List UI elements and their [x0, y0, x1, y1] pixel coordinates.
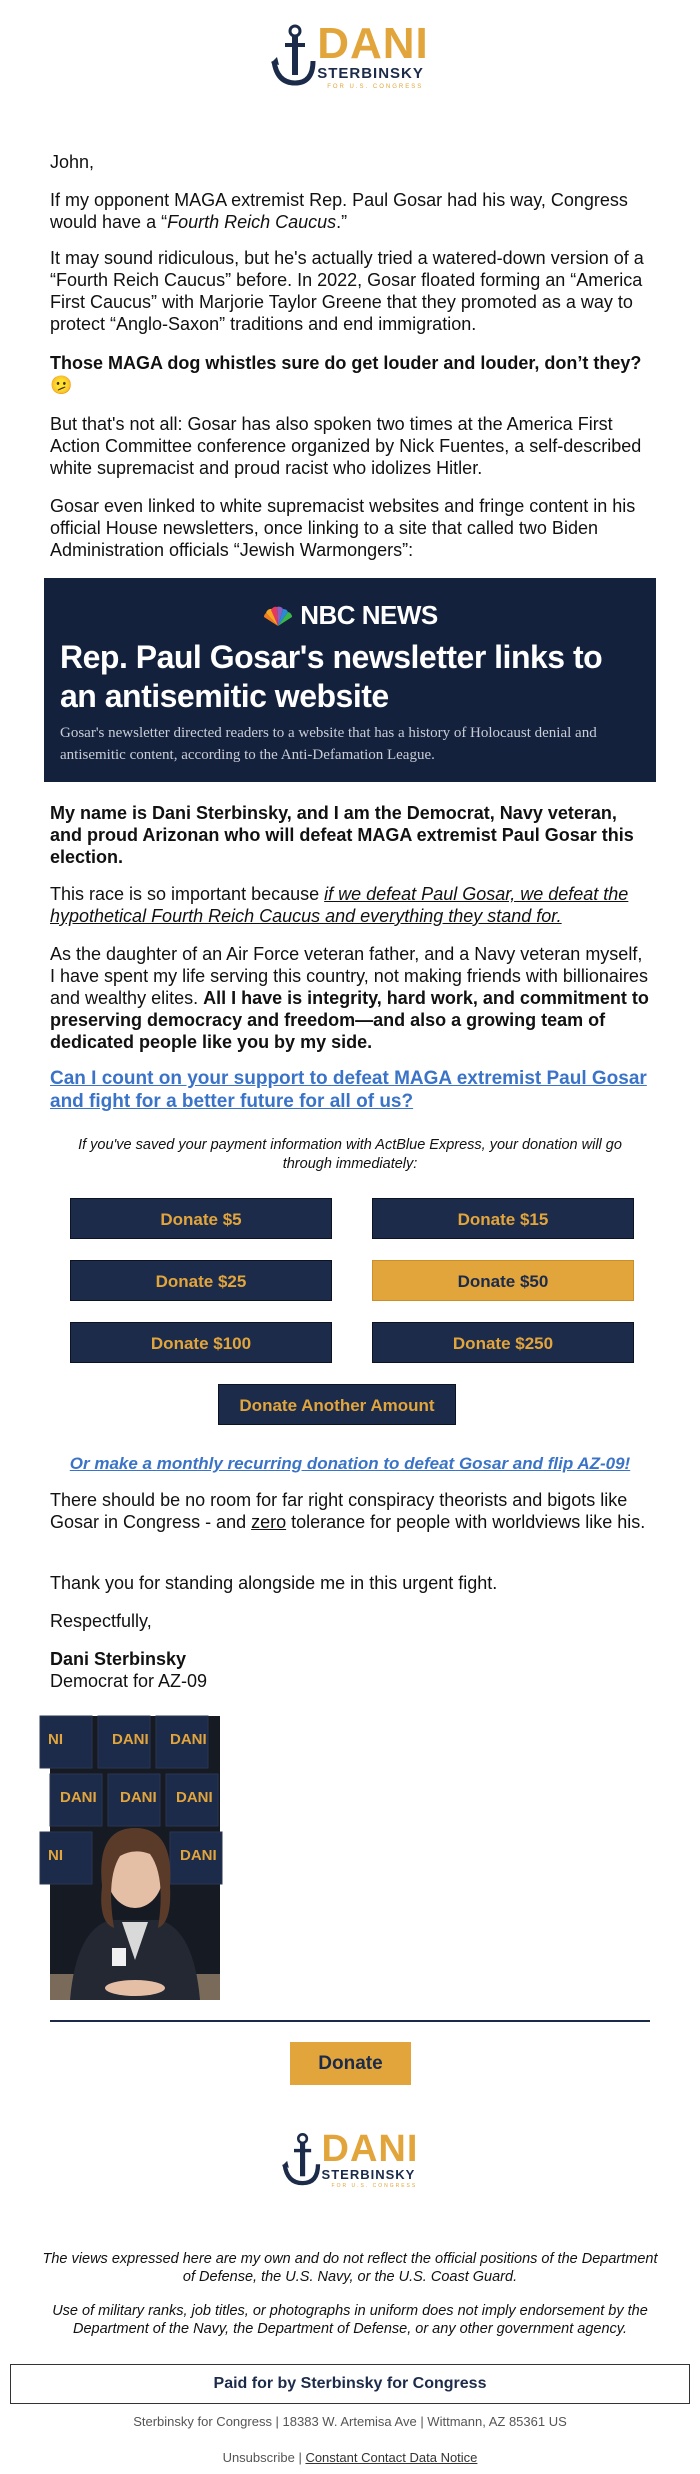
donate-100-button[interactable]: Donate $100	[70, 1322, 332, 1363]
footer-separator: |	[294, 2450, 306, 2465]
logo-tagline: FOR U.S. CONGRESS	[327, 84, 424, 90]
footer-donate-button[interactable]: Donate	[290, 2042, 411, 2085]
paragraph-3: Those MAGA dog whistles sure do get louder and louder, don’t they? 🫤	[50, 353, 642, 395]
header-logo	[0, 19, 700, 94]
footer-logo-first-name: DANI	[321, 2128, 419, 2170]
svg-text:DANI: DANI	[60, 1789, 97, 1806]
anchor-icon	[271, 23, 313, 89]
paragraph-2: It may sound ridiculous, but he's actually tried a watered-down version of a “Fourth Reich Caucus” before. In 2022, Gosar floated forming an “America First Caucus” with Marjorie Taylor Greene that they promoted as a way to protect “Anglo-Saxon” traditions and end immigration.	[50, 248, 644, 334]
paid-for-box: Paid for by Sterbinsky for Congress	[10, 2364, 690, 2404]
footer-divider	[50, 2020, 650, 2022]
svg-text:NI: NI	[48, 1731, 63, 1748]
nbc-dek: Gosar's newsletter directed readers to a website that has a history of Holocaust denial and antisemitic content, according to the Anti-Defamation League.	[60, 725, 597, 763]
greeting: John,	[50, 152, 95, 172]
anchor-icon	[282, 2131, 318, 2189]
nbc-news-banner[interactable]	[44, 578, 656, 782]
svg-text:DANI: DANI	[176, 1789, 213, 1806]
unsubscribe-link[interactable]: Unsubscribe	[222, 2450, 295, 2465]
svg-text:DANI: DANI	[180, 1847, 217, 1864]
signature-title: Democrat for AZ-09	[50, 1671, 208, 1691]
svg-text:DANI: DANI	[112, 1731, 149, 1748]
footer-logo-last-name: STERBINSKY	[321, 2167, 416, 2182]
sign-off: Respectfully,	[50, 1611, 152, 1631]
disclaimer-dod: The views expressed here are my own and do not reflect the official positions of the Department of Defense, the U.S. Navy, or the U.S. Coast Guard.	[42, 2251, 658, 2285]
paragraph-6: My name is Dani Sterbinsky, and I am the Democrat, Navy veteran, and proud Arizonan who will defeat MAGA extremist Paul Gosar this election.	[50, 803, 634, 867]
donate-other-amount-button[interactable]: Donate Another Amount	[218, 1384, 456, 1425]
signature-name: Dani Sterbinsky	[50, 1649, 187, 1669]
svg-text:NI: NI	[48, 1847, 63, 1864]
logo-last-name: STERBINSKY	[317, 65, 424, 82]
paragraph-5: Gosar even linked to white supremacist websites and fringe content in his official House newsletters, once linking to a site that called two Biden Administration officials “Jewish Warmongers”:	[50, 496, 636, 560]
peacock-icon	[262, 607, 294, 627]
donate-5-button[interactable]: Donate $5	[70, 1198, 332, 1239]
paragraph-10: Thank you for standing alongside me in this urgent fight.	[50, 1573, 498, 1593]
donate-25-button[interactable]: Donate $25	[70, 1260, 332, 1301]
footer-logo-tagline: FOR U.S. CONGRESS	[331, 2183, 418, 2189]
actblue-express-note: If you've saved your payment information with ActBlue Express, your donation will go through immediately:	[78, 1137, 622, 1172]
paragraph-7: This race is so important because if we defeat Paul Gosar, we defeat the hypothetical Fourth Reich Caucus and everything they stand for.	[50, 884, 629, 926]
logo-first-name: DANI	[317, 19, 429, 68]
nbc-headline: Rep. Paul Gosar's newsletter links to an antisemitic website	[60, 639, 603, 714]
fourth-reich-link[interactable]: if we defeat Paul Gosar, we defeat the hypothetical Fourth Reich Caucus and everything they stand for.	[50, 884, 629, 926]
paragraph-9: There should be no room for far right conspiracy theorists and bigots like Gosar in Congress - and zero tolerance for people with worldviews like his.	[50, 1490, 646, 1532]
constant-contact-notice-link[interactable]: Constant Contact Data Notice	[305, 2450, 478, 2465]
nbc-logo: NBC NEWS	[44, 600, 656, 631]
support-link[interactable]: Can I count on your support to defeat MAGA extremist Paul Gosar and fight for a better future for all of us?	[50, 1068, 647, 1112]
footer-logo	[0, 2130, 700, 2194]
paragraph-4: But that's not all: Gosar has also spoken two times at the America First Action Committee conference organized by Nick Fuentes, a self-described white supremacist and proud racist who idolizes Hitler.	[50, 414, 642, 478]
svg-text:DANI: DANI	[120, 1789, 157, 1806]
candidate-photo	[50, 1716, 220, 2000]
monthly-donation-link[interactable]: Or make a monthly recurring donation to defeat Gosar and flip AZ-09!	[69, 1454, 631, 1473]
svg-text:DANI: DANI	[170, 1731, 207, 1748]
footer-links	[0, 2450, 700, 2465]
paragraph-1: If my opponent MAGA extremist Rep. Paul Gosar had his way, Congress would have a “Fourth Reich Caucus.”	[50, 190, 628, 232]
donate-15-button[interactable]: Donate $15	[372, 1198, 634, 1239]
paragraph-8: As the daughter of an Air Force veteran father, and a Navy veteran myself, I have spent my life serving this country, not making friends with billionaires and wealthy elites. All I have is integrity, hard work, and commitment to preserving democracy and freedom—and also a growing team of dedicated people like you by my side.	[50, 944, 649, 1052]
footer-address: Sterbinsky for Congress | 18383 W. Artemisa Ave | Wittmann, AZ 85361 US	[133, 2414, 567, 2429]
signature-block	[50, 1648, 650, 1692]
donate-250-button[interactable]: Donate $250	[372, 1322, 634, 1363]
disclaimer-military: Use of military ranks, job titles, or photographs in uniform does not imply endorsement by the Department of the Navy, the Department of Defense, or any other government agency.	[52, 2303, 648, 2337]
donate-50-button[interactable]: Donate $50	[372, 1260, 634, 1301]
